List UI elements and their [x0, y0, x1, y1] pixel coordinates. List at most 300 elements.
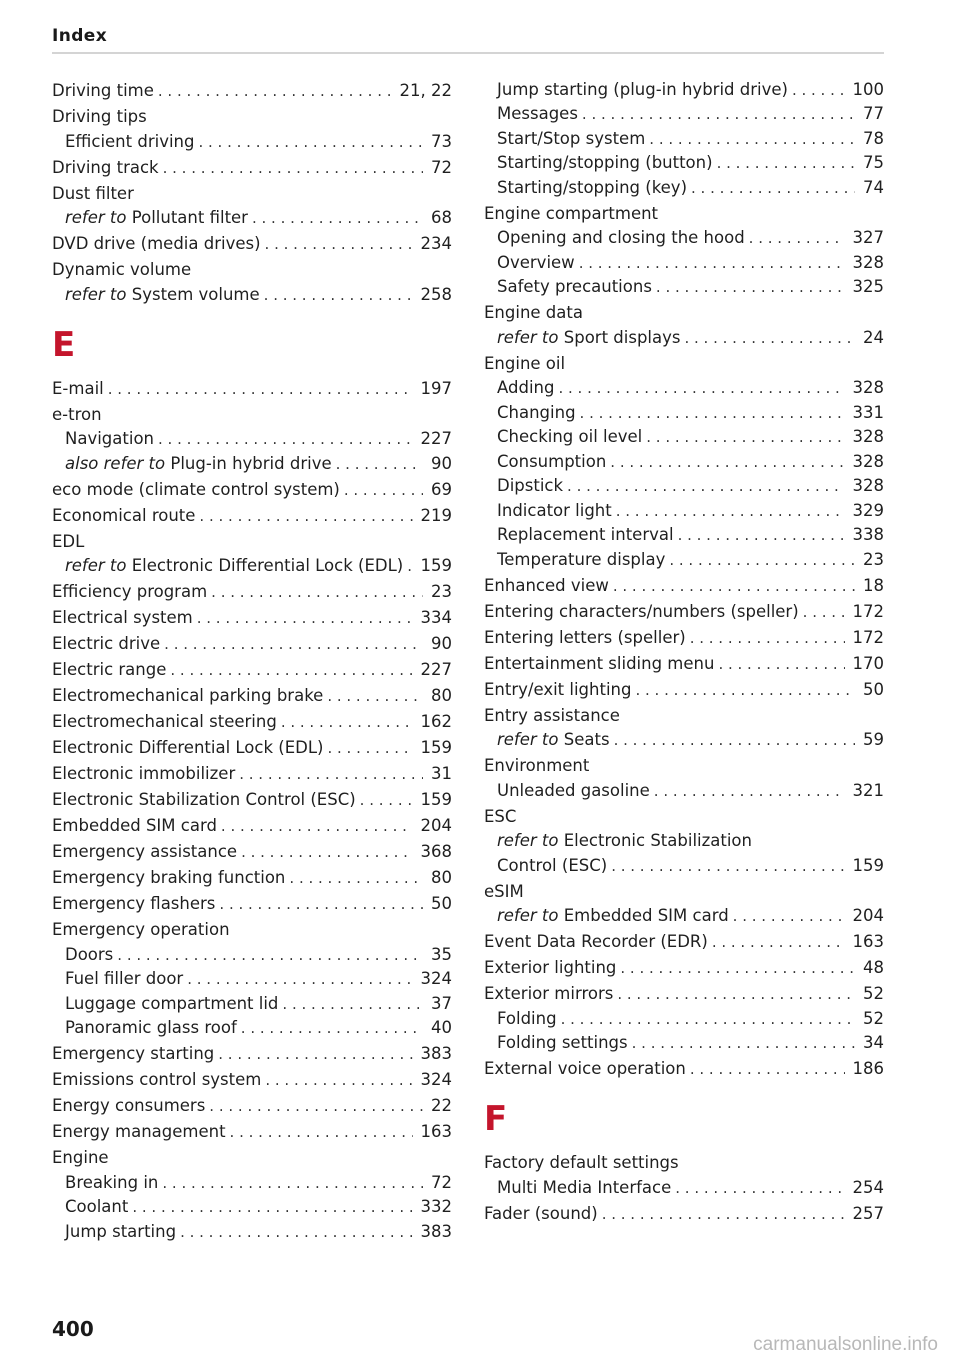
- entry-text: Entry assistance: [484, 705, 620, 725]
- entry-text: Efficiency program: [52, 582, 208, 601]
- entry-term: [65, 1015, 237, 1041]
- index-entry: [484, 981, 884, 1007]
- dot-leader: [336, 451, 423, 477]
- index-heading: [52, 402, 452, 428]
- index-entry: [52, 709, 452, 735]
- header-divider: [52, 52, 884, 54]
- index-subentry: [484, 274, 884, 300]
- index-subentry: [52, 553, 452, 579]
- entry-text: eSIM: [484, 881, 524, 901]
- page-reference: 234: [420, 234, 452, 253]
- entry-term: [484, 599, 799, 625]
- entry-text: Exterior lighting: [484, 958, 617, 977]
- page-reference: 334: [420, 608, 452, 627]
- dot-leader: [407, 553, 412, 579]
- index-subentry: [484, 449, 884, 475]
- entry-text: e-tron: [52, 404, 102, 424]
- page-reference: 52: [863, 1008, 884, 1028]
- page-reference: 331: [852, 402, 884, 422]
- dot-leader: [580, 400, 845, 426]
- entry-text: Driving tips: [52, 107, 147, 126]
- page-reference: 73: [431, 131, 452, 151]
- page-reference: 324: [420, 1070, 452, 1089]
- entry-text: Electromechanical parking brake: [52, 686, 324, 705]
- entry-text: Multi Media Interface: [497, 1177, 672, 1197]
- dot-leader: [690, 1056, 845, 1082]
- entry-text: Safety precautions: [497, 277, 652, 296]
- page-reference: 52: [863, 984, 884, 1003]
- entry-term: [52, 631, 160, 657]
- entry-term: [52, 917, 230, 943]
- index-entry: [52, 376, 452, 402]
- entry-term: [497, 547, 665, 573]
- entry-text: Navigation: [65, 429, 154, 448]
- entry-term: [52, 477, 340, 503]
- dot-leader: [614, 727, 855, 753]
- entry-text: Embedded SIM card: [52, 816, 217, 835]
- entry-term: [484, 955, 616, 981]
- entry-text: Embedded SIM card: [563, 906, 729, 925]
- entry-text: Emergency starting: [52, 1044, 215, 1063]
- index-entry: [52, 839, 452, 865]
- entry-term: [52, 839, 237, 865]
- entry-term: [52, 257, 191, 283]
- page-reference: 338: [852, 525, 884, 544]
- entry-text: Luggage compartment lid: [65, 993, 279, 1013]
- index-subentry: [484, 727, 884, 753]
- page-reference: 324: [420, 969, 452, 988]
- entry-term: [497, 77, 788, 103]
- entry-text: Emergency assistance: [52, 842, 238, 861]
- index-entry: [52, 1041, 452, 1067]
- cross-reference-label: refer to: [497, 327, 559, 347]
- dot-leader: [265, 231, 413, 257]
- index-heading: [484, 351, 884, 377]
- index-entry: [484, 1201, 884, 1227]
- entry-text: Emissions control system: [52, 1070, 262, 1089]
- page-reference: 37: [431, 993, 452, 1013]
- entry-text: Electronic Stabilization: [563, 831, 752, 850]
- entry-term: [65, 129, 194, 155]
- page-reference: 31: [431, 764, 452, 783]
- dot-leader: [241, 839, 412, 865]
- entry-text: Dynamic volume: [52, 260, 192, 279]
- page-reference: 328: [852, 451, 884, 471]
- entry-text: Entering characters/numbers (speller): [484, 601, 799, 621]
- index-entry: [52, 891, 452, 917]
- entry-text: Entering letters (speller): [484, 627, 686, 647]
- entry-text: Driving time: [52, 81, 154, 100]
- entry-text: Messages: [497, 104, 578, 123]
- entry-term: [65, 553, 403, 579]
- entry-term: [497, 1175, 671, 1201]
- entry-term: [52, 813, 217, 839]
- entry-term: [497, 225, 745, 251]
- entry-term: [497, 727, 610, 753]
- entry-term: [484, 1056, 686, 1082]
- dot-leader: [219, 891, 423, 917]
- cross-reference-label: refer to: [497, 906, 559, 925]
- page-reference: 325: [852, 277, 884, 296]
- index-subentry: [52, 205, 452, 231]
- entry-term: [484, 651, 714, 677]
- index-subentry: [52, 1194, 452, 1220]
- entry-term: [484, 981, 613, 1007]
- entry-term: [484, 879, 524, 905]
- entry-term: [497, 828, 752, 854]
- page-reference: 204: [852, 906, 884, 925]
- page-reference: 368: [420, 842, 452, 861]
- entry-term: [497, 498, 612, 524]
- entry-text: Efficient driving: [65, 131, 195, 151]
- entry-text: Engine compartment: [484, 203, 659, 223]
- index-entry: [52, 231, 452, 257]
- index-subentry: [484, 375, 884, 401]
- index-subentry: [484, 325, 884, 351]
- index-entry: [52, 605, 452, 631]
- dot-leader: [712, 929, 845, 955]
- entry-term: [65, 451, 332, 477]
- entry-term: [52, 787, 356, 813]
- entry-text: Plug-in hybrid drive: [170, 453, 332, 473]
- entry-term: [497, 274, 652, 300]
- dot-leader: [717, 150, 855, 176]
- entry-text: Checking oil level: [497, 427, 643, 446]
- page-reference: 219: [420, 505, 452, 525]
- index-entry: [52, 787, 452, 813]
- index-subentry: [52, 129, 452, 155]
- entry-text: DVD drive (media drives): [52, 234, 261, 253]
- dot-leader: [733, 903, 845, 929]
- page-reference: 35: [431, 944, 452, 964]
- entry-text: Fader (sound): [484, 1203, 598, 1223]
- dot-leader: [684, 325, 855, 351]
- dot-leader: [582, 101, 855, 127]
- entry-term: [52, 735, 323, 761]
- dot-leader: [611, 853, 844, 879]
- dot-leader: [656, 274, 845, 300]
- page-reference: 254: [852, 1177, 884, 1197]
- dot-leader: [617, 981, 855, 1007]
- index-subentry: [484, 853, 884, 879]
- entry-text: Fuel filler door: [65, 969, 184, 988]
- entry-text: Electronic immobilizer: [52, 764, 236, 783]
- page-reference: 383: [420, 1044, 452, 1063]
- page-reference: 22: [431, 1096, 452, 1115]
- index-entry: [484, 651, 884, 677]
- entry-term: [65, 282, 260, 308]
- dot-leader: [241, 1015, 423, 1041]
- entry-term: [484, 804, 516, 830]
- index-section-letter: F: [484, 1099, 508, 1139]
- entry-term: [52, 231, 261, 257]
- entry-term: [52, 503, 195, 529]
- entry-text: Temperature display: [497, 549, 666, 569]
- entry-term: [65, 1219, 176, 1245]
- entry-text: Overview: [497, 252, 575, 272]
- page-reference: 75: [863, 153, 884, 172]
- page-reference: 258: [420, 284, 452, 304]
- entry-text: Electronic Differential Lock (EDL): [131, 556, 404, 575]
- index-entry: [52, 735, 452, 761]
- entry-text: Energy management: [52, 1122, 226, 1141]
- entry-text: Jump starting: [65, 1221, 177, 1241]
- entry-term: [497, 522, 674, 548]
- entry-term: [52, 529, 84, 555]
- dot-leader: [675, 1175, 844, 1201]
- dot-leader: [327, 683, 423, 709]
- page-reference: 328: [852, 252, 884, 272]
- index-entry: [52, 761, 452, 787]
- index-subentry: [52, 942, 452, 968]
- page-reference: 90: [431, 634, 452, 653]
- page-reference: 100: [852, 79, 884, 99]
- cross-reference-label: refer to: [65, 208, 127, 227]
- entry-term: [497, 449, 606, 475]
- dot-leader: [792, 77, 845, 103]
- cross-reference-label: refer to: [497, 730, 559, 749]
- entry-term: [65, 966, 183, 992]
- entry-term: [52, 1041, 214, 1067]
- page-reference: 72: [431, 157, 452, 177]
- index-subentry: [52, 426, 452, 452]
- entry-text: Electric drive: [52, 634, 161, 653]
- dot-leader: [718, 651, 844, 677]
- page-reference: 72: [431, 1172, 452, 1192]
- entry-term: [484, 351, 565, 377]
- page-reference: 18: [863, 575, 884, 595]
- index-subentry: [484, 1030, 884, 1056]
- entry-text: Entertainment sliding menu: [484, 653, 715, 673]
- index-entry: [484, 929, 884, 955]
- index-entry: [52, 865, 452, 891]
- index-subentry: [484, 498, 884, 524]
- entry-term: [65, 426, 154, 452]
- index-subentry: [484, 473, 884, 499]
- page-reference: 227: [420, 429, 452, 448]
- page-reference: 48: [863, 958, 884, 977]
- page-reference: 23: [863, 549, 884, 569]
- index-heading: [484, 753, 884, 779]
- dot-leader: [620, 955, 855, 981]
- entry-term: [484, 573, 609, 599]
- index-entry: [484, 955, 884, 981]
- dot-leader: [646, 424, 844, 450]
- entry-text: Pollutant filter: [131, 208, 248, 227]
- dot-leader: [163, 155, 423, 181]
- index-heading: [52, 1145, 452, 1171]
- entry-text: Coolant: [65, 1197, 129, 1216]
- index-heading: [52, 917, 452, 943]
- dot-leader: [289, 865, 423, 891]
- entry-text: Energy consumers: [52, 1096, 206, 1115]
- entry-term: [484, 1150, 679, 1176]
- entry-text: Economical route: [52, 505, 196, 525]
- entry-text: Consumption: [497, 451, 607, 471]
- page-reference: 159: [420, 738, 452, 757]
- index-subentry: [484, 175, 884, 201]
- entry-term: [52, 155, 159, 181]
- page-reference: 227: [420, 660, 452, 679]
- dot-leader: [164, 631, 423, 657]
- entry-term: [65, 1170, 158, 1196]
- page-reference: 159: [420, 790, 452, 809]
- index-subentry: [484, 250, 884, 276]
- entry-term: [52, 891, 215, 917]
- index-subentry: [484, 1175, 884, 1201]
- index-subentry: [484, 225, 884, 251]
- entry-term: [497, 325, 680, 351]
- entry-text: Electronic Stabilization Control (ESC): [52, 790, 356, 809]
- index-entry: [52, 579, 452, 605]
- index-subentry: [484, 126, 884, 152]
- entry-term: [497, 424, 642, 450]
- entry-text: Enhanced view: [484, 575, 609, 595]
- entry-term: [52, 865, 285, 891]
- dot-leader: [199, 503, 412, 529]
- page-reference: 204: [420, 816, 452, 835]
- page-reference: 332: [420, 1197, 452, 1216]
- entry-text: E-mail: [52, 378, 104, 398]
- entry-text: Electronic Differential Lock (EDL): [52, 738, 324, 757]
- index-heading: [52, 104, 452, 130]
- entry-text: Factory default settings: [484, 1153, 679, 1172]
- entry-text: Folding settings: [497, 1033, 628, 1052]
- entry-text: Changing: [497, 402, 576, 422]
- index-subentry: [52, 991, 452, 1017]
- index-entry: [484, 599, 884, 625]
- entry-term: [497, 853, 607, 879]
- entry-term: [497, 126, 645, 152]
- page-reference: 50: [863, 679, 884, 699]
- entry-term: [52, 709, 277, 735]
- entry-term: [497, 473, 563, 499]
- index-subentry: [484, 1006, 884, 1032]
- entry-term: [484, 1201, 598, 1227]
- index-entry: [52, 813, 452, 839]
- dot-leader: [282, 991, 423, 1017]
- index-subentry: [484, 424, 884, 450]
- entry-term: [497, 375, 554, 401]
- index-subentry: [484, 828, 884, 854]
- dot-leader: [690, 625, 845, 651]
- index-heading: [52, 181, 452, 207]
- page-reference: 329: [852, 500, 884, 520]
- entry-text: Electromechanical steering: [52, 712, 277, 731]
- dot-leader: [613, 573, 855, 599]
- index-entry: [484, 625, 884, 651]
- index-entry: [52, 1067, 452, 1093]
- entry-term: [52, 402, 102, 428]
- entry-term: [65, 205, 248, 231]
- entry-term: [52, 579, 207, 605]
- index-entry: [52, 1119, 452, 1145]
- dot-leader: [561, 1006, 855, 1032]
- dot-leader: [158, 426, 413, 452]
- index-entry: [52, 631, 452, 657]
- index-entry: [52, 657, 452, 683]
- dot-leader: [558, 375, 844, 401]
- entry-term: [497, 778, 650, 804]
- index-heading: [484, 201, 884, 227]
- entry-term: [52, 605, 193, 631]
- entry-term: [52, 683, 323, 709]
- entry-term: [52, 1093, 205, 1119]
- page-reference: 21, 22: [399, 81, 452, 100]
- entry-text: Electrical system: [52, 608, 193, 627]
- entry-text: Sport displays: [563, 327, 681, 347]
- dot-leader: [221, 813, 413, 839]
- index-entry: [52, 155, 452, 181]
- index-column-right: [484, 78, 884, 1227]
- index-subentry: [484, 778, 884, 804]
- entry-text: Breaking in: [65, 1172, 159, 1192]
- entry-term: [484, 625, 686, 651]
- entry-text: EDL: [52, 531, 85, 551]
- entry-text: Emergency flashers: [52, 894, 216, 913]
- entry-term: [52, 104, 147, 130]
- dot-leader: [610, 449, 844, 475]
- entry-text: Emergency braking function: [52, 868, 286, 887]
- dot-leader: [158, 78, 392, 104]
- index-subentry: [52, 282, 452, 308]
- cross-reference-label: refer to: [497, 831, 559, 850]
- entry-term: [52, 1145, 109, 1171]
- index-heading: [484, 804, 884, 830]
- page-reference: 24: [863, 327, 884, 347]
- index-entry: [52, 477, 452, 503]
- index-heading: [52, 529, 452, 555]
- entry-text: Electric range: [52, 660, 167, 679]
- page-reference: 172: [852, 601, 884, 621]
- dot-leader: [132, 1194, 412, 1220]
- entry-text: Starting/stopping (button): [497, 153, 713, 172]
- page-header-title: Index: [52, 26, 108, 46]
- page-reference: 77: [863, 104, 884, 123]
- index-subentry: [484, 77, 884, 103]
- entry-term: [52, 657, 166, 683]
- entry-term: [497, 101, 578, 127]
- page-reference: 80: [431, 868, 452, 887]
- entry-text: Engine data: [484, 303, 583, 322]
- index-entry: [52, 503, 452, 529]
- dot-leader: [360, 787, 413, 813]
- page-reference: 197: [420, 378, 452, 398]
- dot-leader: [170, 657, 412, 683]
- entry-text: System volume: [131, 284, 260, 304]
- index-entry: [52, 78, 452, 104]
- entry-term: [497, 150, 713, 176]
- index-entry: [484, 573, 884, 599]
- entry-term: [497, 175, 687, 201]
- index-subentry: [52, 1170, 452, 1196]
- entry-text: Dust filter: [52, 183, 134, 203]
- entry-term: [484, 929, 708, 955]
- entry-text: Jump starting (plug-in hybrid drive): [497, 79, 788, 99]
- entry-text: Starting/stopping (key): [497, 177, 688, 197]
- dot-leader: [239, 761, 423, 787]
- entry-term: [484, 677, 631, 703]
- entry-text: Exterior mirrors: [484, 984, 614, 1003]
- entry-term: [484, 201, 658, 227]
- index-entry: [484, 677, 884, 703]
- page-reference: 172: [852, 627, 884, 647]
- dot-leader: [691, 175, 855, 201]
- entry-text: Opening and closing the hood: [497, 228, 745, 247]
- entry-term: [497, 1006, 557, 1032]
- page-reference: 90: [431, 453, 452, 473]
- entry-term: [484, 703, 620, 729]
